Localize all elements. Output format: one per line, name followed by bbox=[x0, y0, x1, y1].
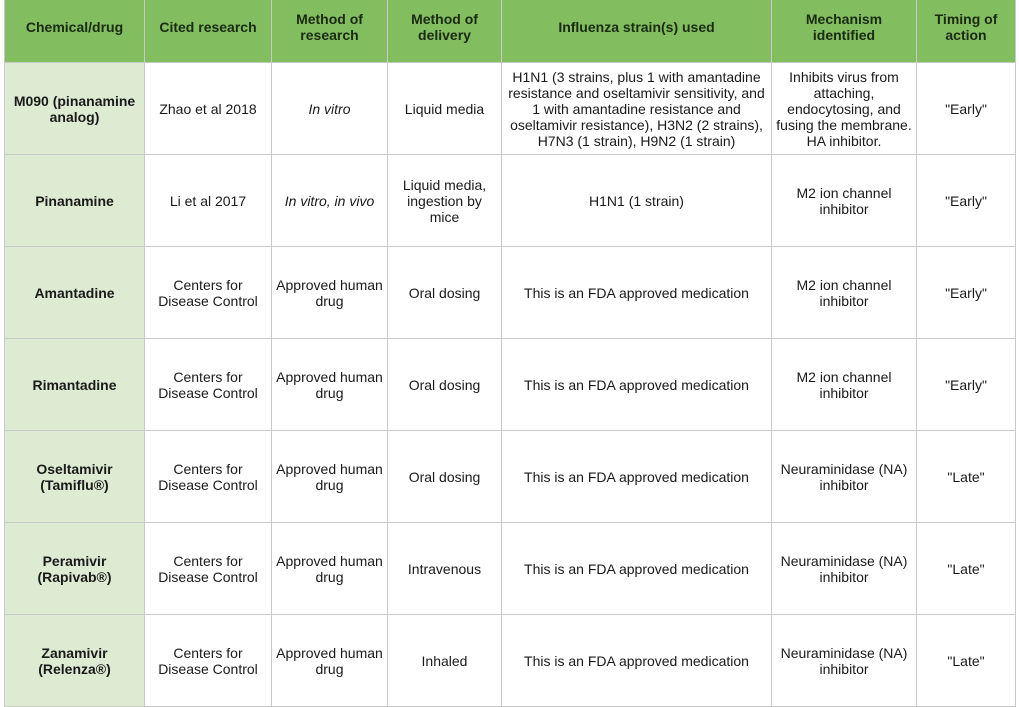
table-row bbox=[5, 523, 1016, 615]
cell-mechanism: Inhibits virus from attaching, endocytosing, and fusing the membrane. HA inhibitor. bbox=[772, 63, 917, 155]
table-row bbox=[5, 339, 1016, 431]
cell-cited-research: Zhao et al 2018 bbox=[145, 63, 272, 155]
cell-method-of-delivery: Oral dosing bbox=[388, 339, 502, 431]
cell-mechanism: M2 ion channel inhibitor bbox=[772, 155, 917, 247]
table-row bbox=[5, 431, 1016, 523]
cell-drug: Zanamivir (Relenza®) bbox=[5, 615, 145, 707]
cell-method-of-delivery: Oral dosing bbox=[388, 431, 502, 523]
cell-cited-research: Li et al 2017 bbox=[145, 155, 272, 247]
header-row bbox=[5, 0, 1016, 63]
cell-method-of-delivery: Liquid media, ingestion by mice bbox=[388, 155, 502, 247]
table-row bbox=[5, 247, 1016, 339]
table-row bbox=[5, 155, 1016, 247]
header-timing: Timing of action bbox=[917, 0, 1016, 63]
cell-timing: "Early" bbox=[917, 63, 1016, 155]
cell-timing: "Early" bbox=[917, 155, 1016, 247]
cell-drug: Oseltamivir (Tamiflu®) bbox=[5, 431, 145, 523]
header-influenza-strains: Influenza strain(s) used bbox=[502, 0, 772, 63]
cell-mechanism: M2 ion channel inhibitor bbox=[772, 247, 917, 339]
table-row bbox=[5, 615, 1016, 707]
cell-method-of-research: Approved human drug bbox=[272, 431, 388, 523]
drug-comparison-table bbox=[4, 0, 1016, 707]
table-header bbox=[5, 0, 1016, 63]
header-cited-research: Cited research bbox=[145, 0, 272, 63]
cell-timing: "Late" bbox=[917, 615, 1016, 707]
cell-drug: M090 (pinanamine analog) bbox=[5, 63, 145, 155]
cell-method-of-research: Approved human drug bbox=[272, 523, 388, 615]
header-method-of-delivery: Method of delivery bbox=[388, 0, 502, 63]
cell-strains: This is an FDA approved medication bbox=[502, 247, 772, 339]
cell-timing: "Early" bbox=[917, 339, 1016, 431]
cell-method-of-research: Approved human drug bbox=[272, 615, 388, 707]
cell-strains: H1N1 (3 strains, plus 1 with amantadine resistance and oseltamivir sensitivity, and 1 with amantadine resistance and oseltamivir resistance), H3N2 (2 strains), H7N3 (1 strain), H9N2 (1 strain) bbox=[502, 63, 772, 155]
cell-method-of-research: Approved human drug bbox=[272, 339, 388, 431]
header-chemical-drug: Chemical/drug bbox=[5, 0, 145, 63]
cell-method-of-delivery: Inhaled bbox=[388, 615, 502, 707]
cell-cited-research: Centers for Disease Control bbox=[145, 431, 272, 523]
cell-cited-research: Centers for Disease Control bbox=[145, 615, 272, 707]
cell-cited-research: Centers for Disease Control bbox=[145, 523, 272, 615]
cell-method-of-research: In vitro bbox=[272, 63, 388, 155]
cell-method-of-delivery: Liquid media bbox=[388, 63, 502, 155]
cell-strains: This is an FDA approved medication bbox=[502, 615, 772, 707]
cell-strains: This is an FDA approved medication bbox=[502, 431, 772, 523]
cell-method-of-delivery: Intravenous bbox=[388, 523, 502, 615]
cell-method-of-research: Approved human drug bbox=[272, 247, 388, 339]
cell-timing: "Late" bbox=[917, 523, 1016, 615]
cell-drug: Amantadine bbox=[5, 247, 145, 339]
cell-method-of-research: In vitro, in vivo bbox=[272, 155, 388, 247]
cell-mechanism: Neuraminidase (NA) inhibitor bbox=[772, 615, 917, 707]
header-method-of-research: Method of research bbox=[272, 0, 388, 63]
table-body bbox=[5, 63, 1016, 707]
cell-mechanism: M2 ion channel inhibitor bbox=[772, 339, 917, 431]
cell-drug: Rimantadine bbox=[5, 339, 145, 431]
cell-timing: "Early" bbox=[917, 247, 1016, 339]
cell-drug: Pinanamine bbox=[5, 155, 145, 247]
cell-strains: H1N1 (1 strain) bbox=[502, 155, 772, 247]
cell-strains: This is an FDA approved medication bbox=[502, 339, 772, 431]
cell-method-of-delivery: Oral dosing bbox=[388, 247, 502, 339]
table-row bbox=[5, 63, 1016, 155]
cell-strains: This is an FDA approved medication bbox=[502, 523, 772, 615]
header-mechanism: Mechanism identified bbox=[772, 0, 917, 63]
cell-cited-research: Centers for Disease Control bbox=[145, 339, 272, 431]
cell-cited-research: Centers for Disease Control bbox=[145, 247, 272, 339]
cell-mechanism: Neuraminidase (NA) inhibitor bbox=[772, 523, 917, 615]
cell-timing: "Late" bbox=[917, 431, 1016, 523]
cell-mechanism: Neuraminidase (NA) inhibitor bbox=[772, 431, 917, 523]
cell-drug: Peramivir (Rapivab®) bbox=[5, 523, 145, 615]
